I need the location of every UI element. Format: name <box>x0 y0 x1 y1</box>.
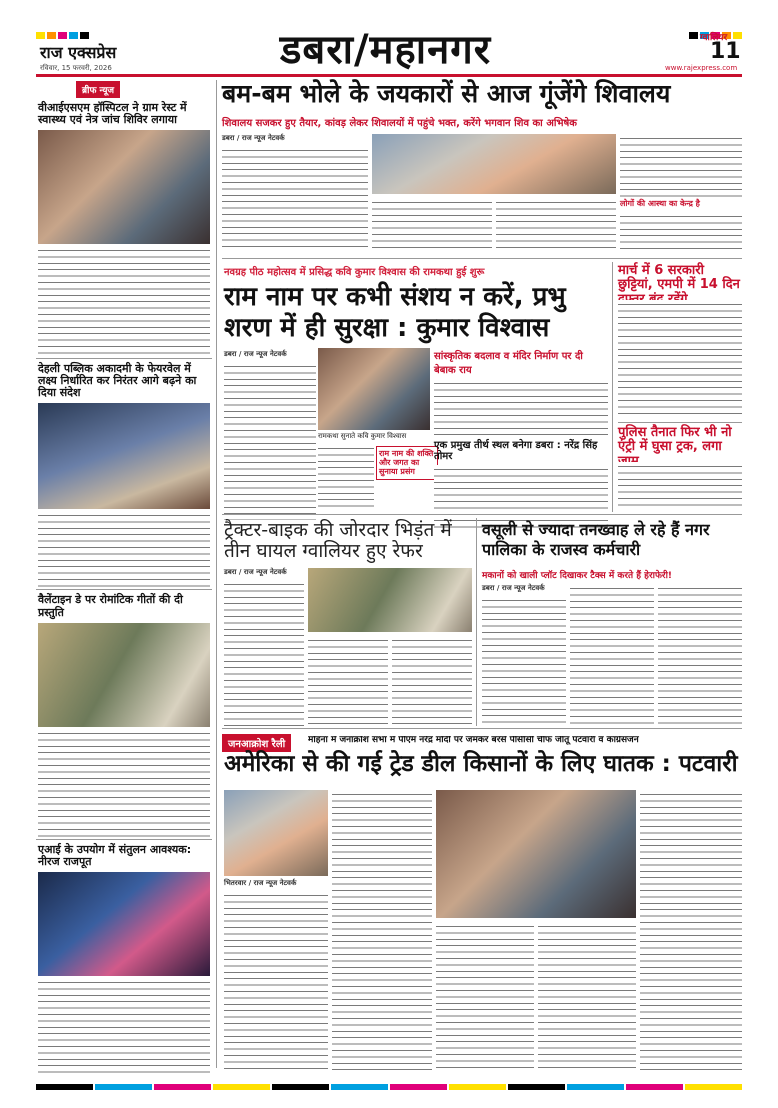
kumar-headline: राम नाम पर कभी संशय न करें, प्रभु शरण में ही सुरक्षा : कुमार विश्वास <box>224 282 566 344</box>
kumar-byline: डबरा / राज न्यूज नेटवर्क <box>224 350 287 358</box>
brief-photo-1 <box>38 130 210 244</box>
lead-body-5 <box>620 212 742 252</box>
brief-body-1 <box>38 246 210 356</box>
kumar-subhead-2: एक प्रमुख तीर्थ स्थल बनेगा डबरा : नरेंद्र सिंह तोमर <box>434 440 598 462</box>
lead-col-1 <box>222 134 368 252</box>
brief-photo-3 <box>38 623 210 727</box>
page-number: 11 <box>710 39 741 64</box>
police-headline: पुलिस तैनात फिर भी नो एंट्री में घुसा ट्रक, लगा <box>618 425 732 455</box>
lead-body-2 <box>372 198 492 252</box>
kumar-col-1 <box>224 350 316 520</box>
accident-byline: डबरा / राज न्यूज नेटवर्क <box>224 568 287 576</box>
brief-photo-4 <box>38 872 210 976</box>
rally-body-1 <box>224 891 328 1071</box>
lead-body-4 <box>620 134 742 198</box>
accident-block <box>224 568 472 730</box>
brief-news-column <box>36 78 212 1068</box>
rally-photo-1 <box>224 790 328 876</box>
tax-headline: वसूली से ज्यादा तनख्वाह ले रहे हैं नगर पालिका के राजस्व कर्मचारी <box>482 520 710 559</box>
brief-body-3 <box>38 729 210 837</box>
footer-color-bar <box>36 1084 742 1090</box>
city-label: ग्वालियर <box>700 33 728 43</box>
rally-byline: भितरवार / राज न्यूज नेटवर्क <box>224 879 297 887</box>
accident-headline: ट्रैक्टर-बाइक की जोरदार भिड़ंत में तीन घायल ग्वालियर हुए रेफर <box>224 519 452 562</box>
lead-body-3 <box>496 198 616 252</box>
kumar-body-2 <box>318 444 374 510</box>
accident-body-2 <box>308 636 388 726</box>
lead-headline: बम-बम भोले के जयकारों से आज गूंजेंगे शिवालय <box>222 79 671 108</box>
holiday-headline: मार्च में 6 सरकारी छुट्टियां, एमपी में 14 दिन <box>618 263 740 293</box>
lead-byline: डबरा / राज न्यूज नेटवर्क <box>222 134 285 142</box>
kumar-body-3 <box>434 379 608 437</box>
section-rule <box>222 258 742 259</box>
lead-photo <box>372 134 616 194</box>
kumar-right-block <box>434 348 608 531</box>
registration-marks <box>36 32 89 39</box>
accident-body-3 <box>392 636 472 726</box>
rally-kicker: मोहना में जनाक्रोश सभा में पीएम नरेंद्र मोदी पर जमकर बरसे पीसीसी चीफ जीतू पटवारी व कांग्रेसजन <box>308 736 639 745</box>
lead-subhead: शिवालय सजकर हुए तैयार, कांवड़ लेकर शिवालयों में पहुंचे भक्त, करेंगे भगवान शिव का अभिषेक <box>222 118 577 129</box>
column-divider <box>216 80 217 1068</box>
kumar-photo-caption: रामकथा सुनाते कवि कुमार विश्वास <box>318 432 407 440</box>
masthead-rule <box>36 74 742 77</box>
accident-photo <box>308 568 472 632</box>
section-title: डबरा/महानगर <box>280 27 492 73</box>
rally-col-1 <box>224 790 328 1071</box>
holiday-body <box>618 300 742 418</box>
police-body <box>618 462 742 510</box>
kumar-inner-box: राम नाम की शक्ति और जगत का सुनाया प्रसंग <box>376 446 438 480</box>
kumar-kicker: नवग्रह पीठ महोत्सव में प्रसिद्ध कवि कुमार विश्वास की रामकथा हुई शुरू <box>224 267 485 278</box>
accident-body-1 <box>224 580 304 730</box>
tax-body-2 <box>570 584 654 724</box>
kumar-subhead-1: सांस्कृतिक बदलाव व मंदिर निर्माण पर दी बेबाक राय <box>434 351 583 376</box>
tax-subhead: मकानों को खाली प्लॉट दिखाकर टैक्स में करते हैं हेराफेरी! <box>482 571 673 581</box>
rally-label: जनआक्रोश रैली <box>222 734 291 752</box>
brief-news-label: ब्रीफ न्यूज <box>76 81 120 98</box>
tax-byline: डबरा / राज न्यूज नेटवर्क <box>482 584 545 592</box>
rally-photo-2 <box>436 790 636 918</box>
rally-body-2 <box>332 790 432 1072</box>
rally-headline: अमेरिका से की गई ट्रेड डील किसानों के लिए घातक : पटवारी <box>224 751 738 777</box>
rally-body-5 <box>640 790 742 1072</box>
brief-headline-3: वैलेंटाइन डे पर रोमांटिक गीतों की दी प्रस्तुति <box>38 593 183 619</box>
kumar-photo <box>318 348 430 430</box>
kumar-body-1 <box>224 362 316 520</box>
brief-headline-4: एआई के उपयोग में संतुलन आवश्यक: नीरज राजपूत <box>38 842 192 868</box>
paper-name: राज एक्सप्रेस <box>40 43 117 62</box>
lead-side-heading: लोगों की आस्था का केन्द्र है <box>620 199 700 208</box>
website-link[interactable]: www.rajexpress.com <box>665 64 738 72</box>
brief-headline-2: देहली पब्लिक अकादमी के फेयरवेल में लक्ष्य निर्धारित कर निरंतर आगे बढ़ने का दिया संदेश <box>38 362 197 400</box>
tax-columns <box>482 584 742 724</box>
brief-body-2 <box>38 511 210 587</box>
issue-date: रविवार, 15 फरवरी, 2026 <box>40 64 112 72</box>
brief-headline-1: वीआईएसएम हॉस्पिटल ने ग्राम रेस्ट में स्वास्थ्य एवं नेत्र जांच शिविर लगाया <box>38 101 187 127</box>
tax-body-1 <box>482 596 566 724</box>
brief-photo-2 <box>38 403 210 509</box>
rally-body-4 <box>538 922 636 1072</box>
lead-body-1 <box>222 146 368 252</box>
tax-body-3 <box>658 584 742 724</box>
rally-body-3 <box>436 922 534 1072</box>
brief-body-4 <box>38 978 210 1078</box>
